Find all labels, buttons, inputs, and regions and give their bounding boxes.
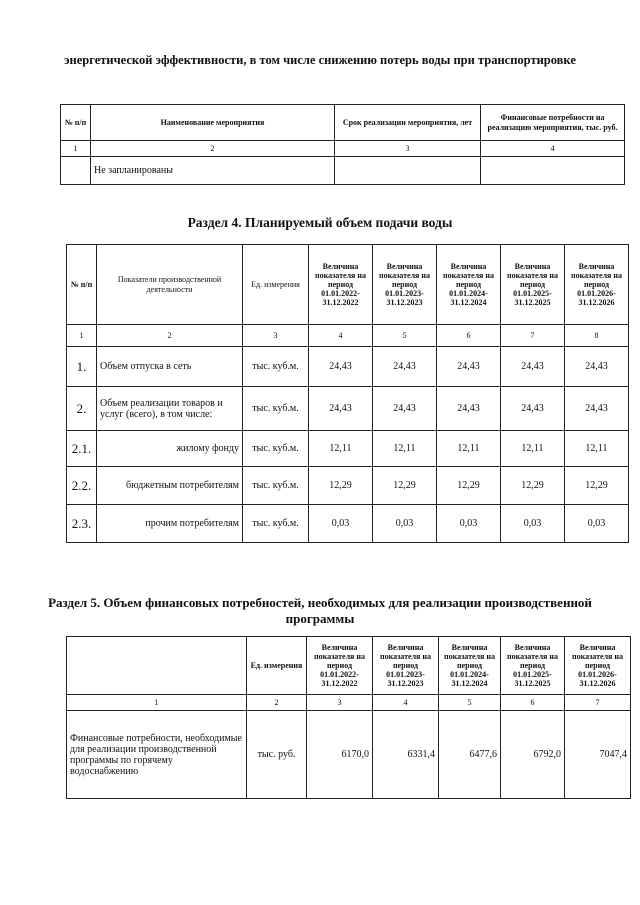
header-measure-name: Наименование мероприятия bbox=[91, 105, 335, 141]
header-period-2024: Величина показателя на период 01.01.2024-31.12.2024 bbox=[437, 245, 501, 325]
row-indicator: жилому фонду bbox=[97, 431, 243, 467]
row-value: 24,43 bbox=[309, 347, 373, 387]
index-cell: 1 bbox=[67, 325, 97, 347]
row-value: 0,03 bbox=[437, 505, 501, 543]
header-period-2023: Величина показателя на период 01.01.2023-31.12.2023 bbox=[373, 245, 437, 325]
row-value: 0,03 bbox=[565, 505, 629, 543]
row-no: 2.3. bbox=[67, 505, 97, 543]
header-period-2023: Величина показателя на период 01.01.2023-31.12.2023 bbox=[373, 637, 439, 695]
table-row bbox=[67, 347, 629, 387]
row-value: 12,11 bbox=[501, 431, 565, 467]
row-value: 12,11 bbox=[373, 431, 437, 467]
row-indicator: Финансовые потребности, необходимые для реализации производственной программы по горячему водоснабжению bbox=[67, 711, 247, 799]
index-cell: 3 bbox=[335, 141, 481, 157]
index-cell: 1 bbox=[61, 141, 91, 157]
row-value: 24,43 bbox=[373, 387, 437, 431]
header-blank bbox=[67, 637, 247, 695]
row-value: 7047,4 bbox=[565, 711, 631, 799]
water-supply-table bbox=[66, 244, 629, 543]
index-cell: 7 bbox=[565, 695, 631, 711]
table-row bbox=[67, 711, 631, 799]
row-unit: тыс. куб.м. bbox=[243, 431, 309, 467]
finance-table bbox=[66, 636, 631, 799]
measures-table bbox=[60, 104, 625, 185]
row-value: 12,29 bbox=[373, 467, 437, 505]
row-unit: тыс. руб. bbox=[247, 711, 307, 799]
header-period-2026: Величина показателя на период 01.01.2026-31.12.2026 bbox=[565, 637, 631, 695]
index-cell: 1 bbox=[67, 695, 247, 711]
row-value: 12,29 bbox=[309, 467, 373, 505]
row-value: 24,43 bbox=[565, 347, 629, 387]
section4-title: Раздел 4. Планируемый объем подачи воды bbox=[187, 215, 453, 230]
row-no bbox=[61, 157, 91, 185]
header-period-2024: Величина показателя на период 01.01.2024-31.12.2024 bbox=[439, 637, 501, 695]
row-value: 0,03 bbox=[309, 505, 373, 543]
table-row bbox=[67, 505, 629, 543]
index-cell: 4 bbox=[481, 141, 625, 157]
row-value: 12,29 bbox=[565, 467, 629, 505]
row-value: 12,11 bbox=[565, 431, 629, 467]
top-heading: энергетической эффективности, в том числе снижению потерь воды при транспортировке bbox=[64, 53, 576, 67]
index-cell: 2 bbox=[91, 141, 335, 157]
row-value: 24,43 bbox=[565, 387, 629, 431]
index-cell: 7 bbox=[501, 325, 565, 347]
row-value: 0,03 bbox=[373, 505, 437, 543]
header-period-2025: Величина показателя на период 01.01.2025-31.12.2025 bbox=[501, 637, 565, 695]
row-value: 12,29 bbox=[437, 467, 501, 505]
row-finance bbox=[481, 157, 625, 185]
header-unit: Ед. измерения bbox=[247, 637, 307, 695]
header-unit: Ед. измерения bbox=[243, 245, 309, 325]
row-no: 1. bbox=[67, 347, 97, 387]
section5-title bbox=[0, 595, 640, 626]
index-cell: 6 bbox=[437, 325, 501, 347]
header-period-2026: Величина показателя на период 01.01.2026-31.12.2026 bbox=[565, 245, 629, 325]
row-indicator: Объем отпуска в сеть bbox=[97, 347, 243, 387]
section5-title-line1: Раздел 5. Объем финансовых потребностей, необходимых для реализации производственной bbox=[48, 595, 592, 610]
header-no: № п/п bbox=[61, 105, 91, 141]
row-unit: тыс. куб.м. bbox=[243, 387, 309, 431]
row-indicator: прочим потребителям bbox=[97, 505, 243, 543]
index-cell: 3 bbox=[243, 325, 309, 347]
row-value: 12,11 bbox=[309, 431, 373, 467]
index-cell: 5 bbox=[373, 325, 437, 347]
row-indicator: Объем реализации товаров и услуг (всего), в том числе: bbox=[97, 387, 243, 431]
header-indicator: Показатели производственной деятельности bbox=[97, 245, 243, 325]
header-no: № п/п bbox=[67, 245, 97, 325]
index-cell: 5 bbox=[439, 695, 501, 711]
row-value: 24,43 bbox=[373, 347, 437, 387]
row-value: 24,43 bbox=[437, 347, 501, 387]
row-value: 24,43 bbox=[437, 387, 501, 431]
index-cell: 6 bbox=[501, 695, 565, 711]
header-period-2022: Величина показателя на период 01.01.2022-31.12.2022 bbox=[309, 245, 373, 325]
section5-title-line2: программы bbox=[285, 610, 355, 626]
index-cell: 4 bbox=[373, 695, 439, 711]
index-cell: 8 bbox=[565, 325, 629, 347]
row-value: 24,43 bbox=[501, 387, 565, 431]
header-term: Срок реализации мероприятия, лет bbox=[335, 105, 481, 141]
header-period-2025: Величина показателя на период 01.01.2025-31.12.2025 bbox=[501, 245, 565, 325]
row-name: Не запланированы bbox=[91, 157, 335, 185]
index-cell: 2 bbox=[247, 695, 307, 711]
row-term bbox=[335, 157, 481, 185]
row-unit: тыс. куб.м. bbox=[243, 505, 309, 543]
index-cell: 3 bbox=[307, 695, 373, 711]
header-finance: Финансовые потребности на реализацию мероприятия, тыс. руб. bbox=[481, 105, 625, 141]
row-value: 24,43 bbox=[501, 347, 565, 387]
row-no: 2. bbox=[67, 387, 97, 431]
row-value: 12,11 bbox=[437, 431, 501, 467]
row-value: 6792,0 bbox=[501, 711, 565, 799]
row-no: 2.2. bbox=[67, 467, 97, 505]
index-cell: 2 bbox=[97, 325, 243, 347]
row-no: 2.1. bbox=[67, 431, 97, 467]
row-value: 6170,0 bbox=[307, 711, 373, 799]
table-row bbox=[67, 387, 629, 431]
row-value: 6331,4 bbox=[373, 711, 439, 799]
index-cell: 4 bbox=[309, 325, 373, 347]
row-value: 0,03 bbox=[501, 505, 565, 543]
row-unit: тыс. куб.м. bbox=[243, 347, 309, 387]
row-value: 6477,6 bbox=[439, 711, 501, 799]
header-period-2022: Величина показателя на период 01.01.2022-31.12.2022 bbox=[307, 637, 373, 695]
row-value: 24,43 bbox=[309, 387, 373, 431]
table-row bbox=[67, 467, 629, 505]
row-value: 12,29 bbox=[501, 467, 565, 505]
table-row bbox=[61, 157, 625, 185]
row-indicator: бюджетным потребителям bbox=[97, 467, 243, 505]
table-row bbox=[67, 431, 629, 467]
row-unit: тыс. куб.м. bbox=[243, 467, 309, 505]
